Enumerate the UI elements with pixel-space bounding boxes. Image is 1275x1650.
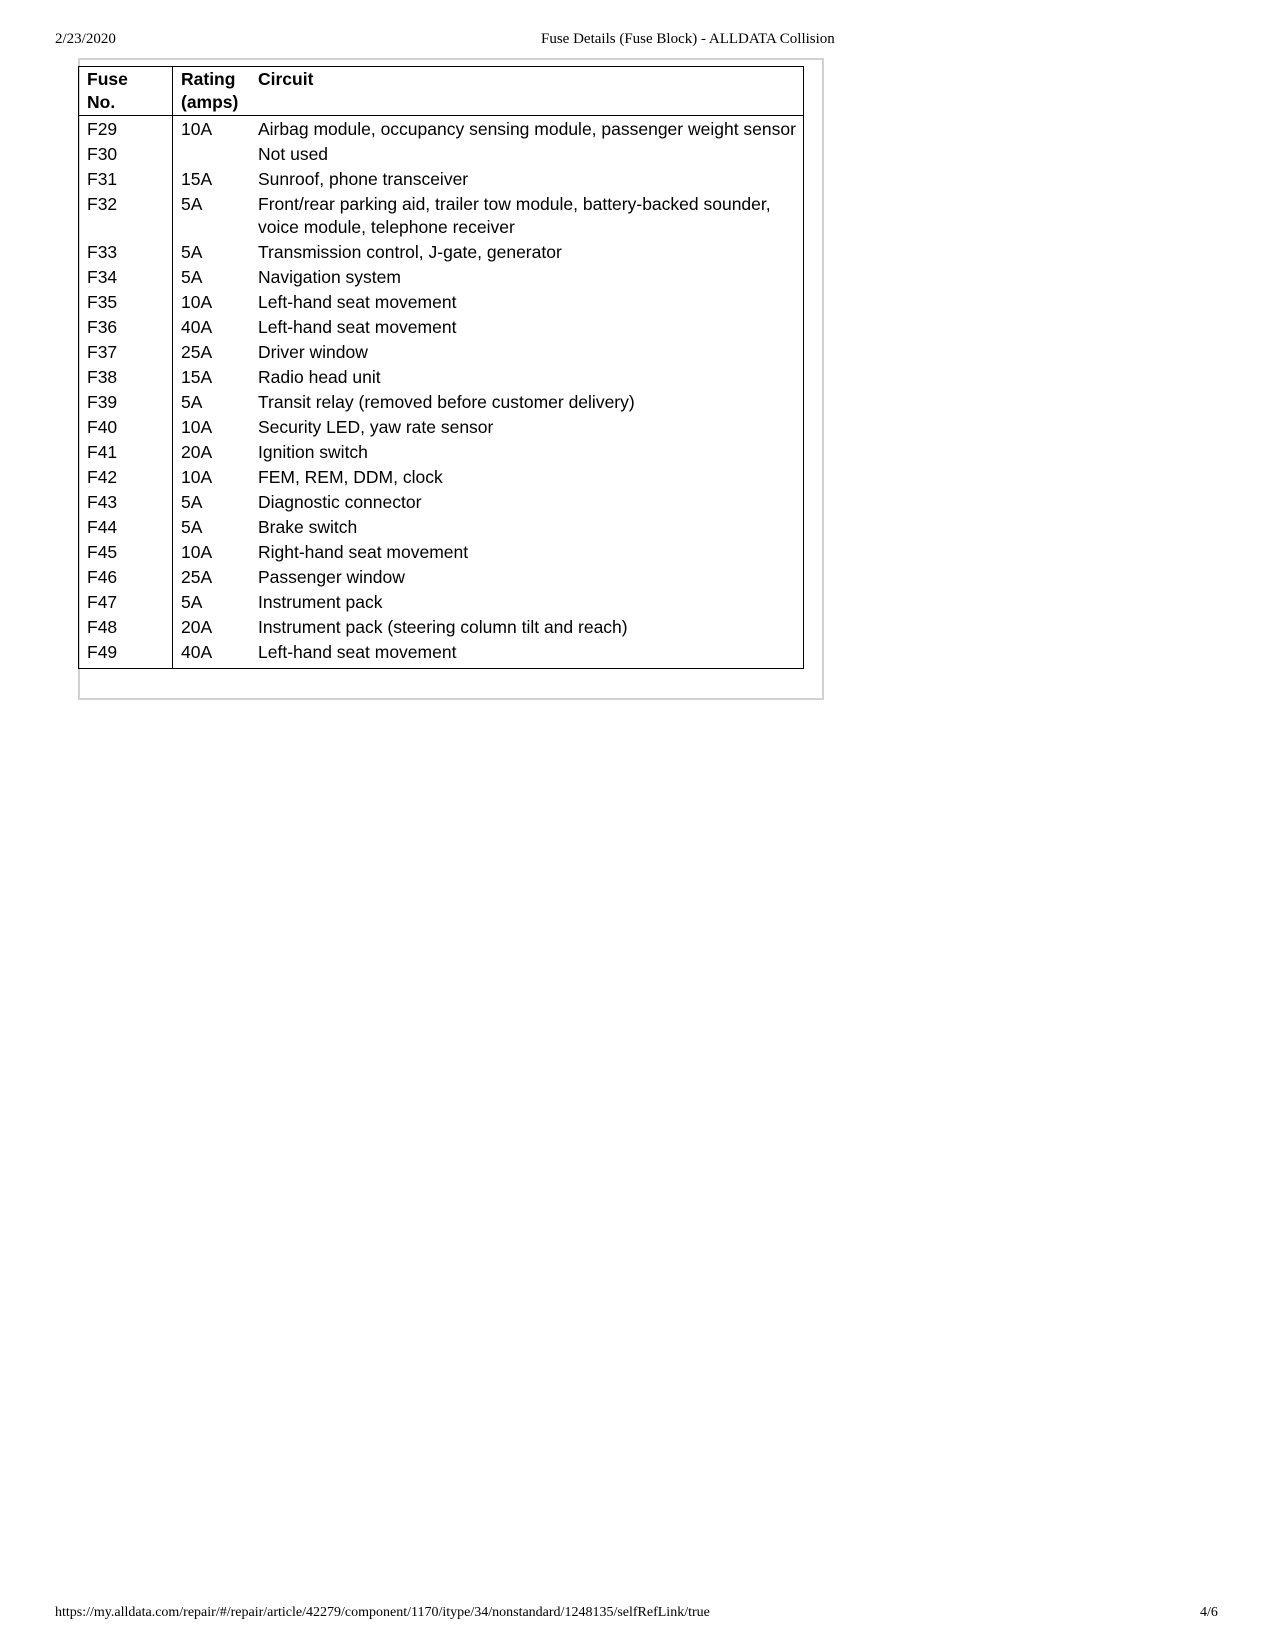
rating-cell: 5A [181, 242, 203, 262]
circuit-cell: Security LED, yaw rate sensor [258, 417, 494, 437]
circuit-cell: Sunroof, phone transceiver [258, 169, 469, 189]
table-row [79, 290, 804, 315]
fuse-no-cell: F43 [79, 490, 173, 515]
table-row [79, 490, 804, 515]
circuit-cell: Left-hand seat movement [258, 317, 457, 337]
fuse-table [78, 66, 804, 669]
header-rating [173, 67, 251, 116]
circuit-cell: Ignition switch [258, 442, 368, 462]
fuse-no-cell: F39 [79, 390, 173, 415]
circuit-cell: Transit relay (removed before customer delivery) [258, 392, 635, 412]
circuit-cell: Diagnostic connector [258, 492, 422, 512]
fuse-no-cell: F46 [79, 565, 173, 590]
circuit-cell: Instrument pack (steering column tilt and reach) [258, 617, 628, 637]
table-row [79, 540, 804, 565]
print-date: 2/23/2020 [55, 31, 116, 47]
fuse-no-cell: F41 [79, 440, 173, 465]
rating-cell: 40A [181, 642, 213, 662]
rating-cell: 5A [181, 592, 203, 612]
rating-cell: 10A [181, 542, 213, 562]
rating-cell: 5A [181, 194, 203, 214]
table-header-row [79, 67, 804, 116]
rating-cell: 15A [181, 367, 213, 387]
table-row [79, 515, 804, 540]
table-row [79, 415, 804, 440]
rating-cell: 5A [181, 517, 203, 537]
table-row [79, 565, 804, 590]
rating-cell: 10A [181, 417, 213, 437]
circuit-cell: Radio head unit [258, 367, 381, 387]
header-fuse-line2: No. [87, 92, 116, 112]
table-row [79, 315, 804, 340]
header-rating-line2: (amps) [181, 92, 239, 112]
fuse-no-cell: F48 [79, 615, 173, 640]
table-row [79, 116, 804, 143]
table-row [79, 440, 804, 465]
circuit-cell: Driver window [258, 342, 368, 362]
fuse-no-cell: F32 [79, 192, 173, 240]
table-row [79, 265, 804, 290]
table-row [79, 590, 804, 615]
table-row [79, 192, 804, 240]
table-row [79, 365, 804, 390]
rating-cell: 25A [181, 567, 213, 587]
fuse-no-cell: F40 [79, 415, 173, 440]
circuit-cell: Left-hand seat movement [258, 292, 457, 312]
rating-cell: 5A [181, 392, 203, 412]
circuit-cell: Left-hand seat movement [258, 642, 457, 662]
table-body [79, 116, 804, 669]
circuit-cell: Airbag module, occupancy sensing module, passenger weight sensor [258, 119, 796, 139]
fuse-no-cell: F29 [79, 116, 173, 143]
table-row [79, 167, 804, 192]
rating-cell: 5A [181, 492, 203, 512]
circuit-cell: Passenger window [258, 567, 405, 587]
fuse-no-cell: F42 [79, 465, 173, 490]
header-fuse-no [79, 67, 173, 116]
circuit-cell: Not used [258, 144, 329, 164]
fuse-no-cell: F37 [79, 340, 173, 365]
table-row [79, 390, 804, 415]
fuse-no-cell: F36 [79, 315, 173, 340]
fuse-no-cell: F33 [79, 240, 173, 265]
fuse-no-cell: F44 [79, 515, 173, 540]
rating-cell: 20A [181, 617, 213, 637]
fuse-no-cell: F30 [79, 142, 173, 167]
rating-cell: 10A [181, 467, 213, 487]
print-url: https://my.alldata.com/repair/#/repair/article/42279/component/1170/itype/34/nonstandard/1248135/selfRefLink/true [55, 1605, 710, 1620]
rating-cell: 20A [181, 442, 213, 462]
circuit-cell: Transmission control, J-gate, generator [258, 242, 562, 262]
header-fuse-line1: Fuse [87, 69, 128, 89]
table-row [79, 640, 804, 669]
table-row [79, 142, 804, 167]
fuse-no-cell: F34 [79, 265, 173, 290]
table-row [79, 240, 804, 265]
fuse-no-cell: F49 [79, 640, 173, 669]
rating-cell: 40A [181, 317, 213, 337]
rating-cell: 10A [181, 119, 213, 139]
table-row [79, 340, 804, 365]
circuit-cell: FEM, REM, DDM, clock [258, 467, 443, 487]
fuse-no-cell: F47 [79, 590, 173, 615]
fuse-no-cell: F35 [79, 290, 173, 315]
circuit-cell: Instrument pack [258, 592, 383, 612]
circuit-cell: Brake switch [258, 517, 358, 537]
fuse-no-cell: F45 [79, 540, 173, 565]
rating-cell: 25A [181, 342, 213, 362]
rating-cell [173, 142, 251, 167]
print-page-title: Fuse Details (Fuse Block) - ALLDATA Collision [541, 31, 835, 47]
circuit-cell: Right-hand seat movement [258, 542, 469, 562]
fuse-no-cell: F31 [79, 167, 173, 192]
header-rating-line1: Rating [181, 69, 236, 89]
table-row [79, 615, 804, 640]
circuit-cell: Navigation system [258, 267, 401, 287]
table-row [79, 465, 804, 490]
circuit-cell: Front/rear parking aid, trailer tow module, battery-backed sounder, voice module, telephone receiver [258, 194, 771, 237]
fuse-no-cell: F38 [79, 365, 173, 390]
print-page-number: 4/6 [1200, 1605, 1218, 1620]
header-circuit: Circuit [250, 67, 804, 116]
rating-cell: 15A [181, 169, 213, 189]
rating-cell: 5A [181, 267, 203, 287]
rating-cell: 10A [181, 292, 213, 312]
